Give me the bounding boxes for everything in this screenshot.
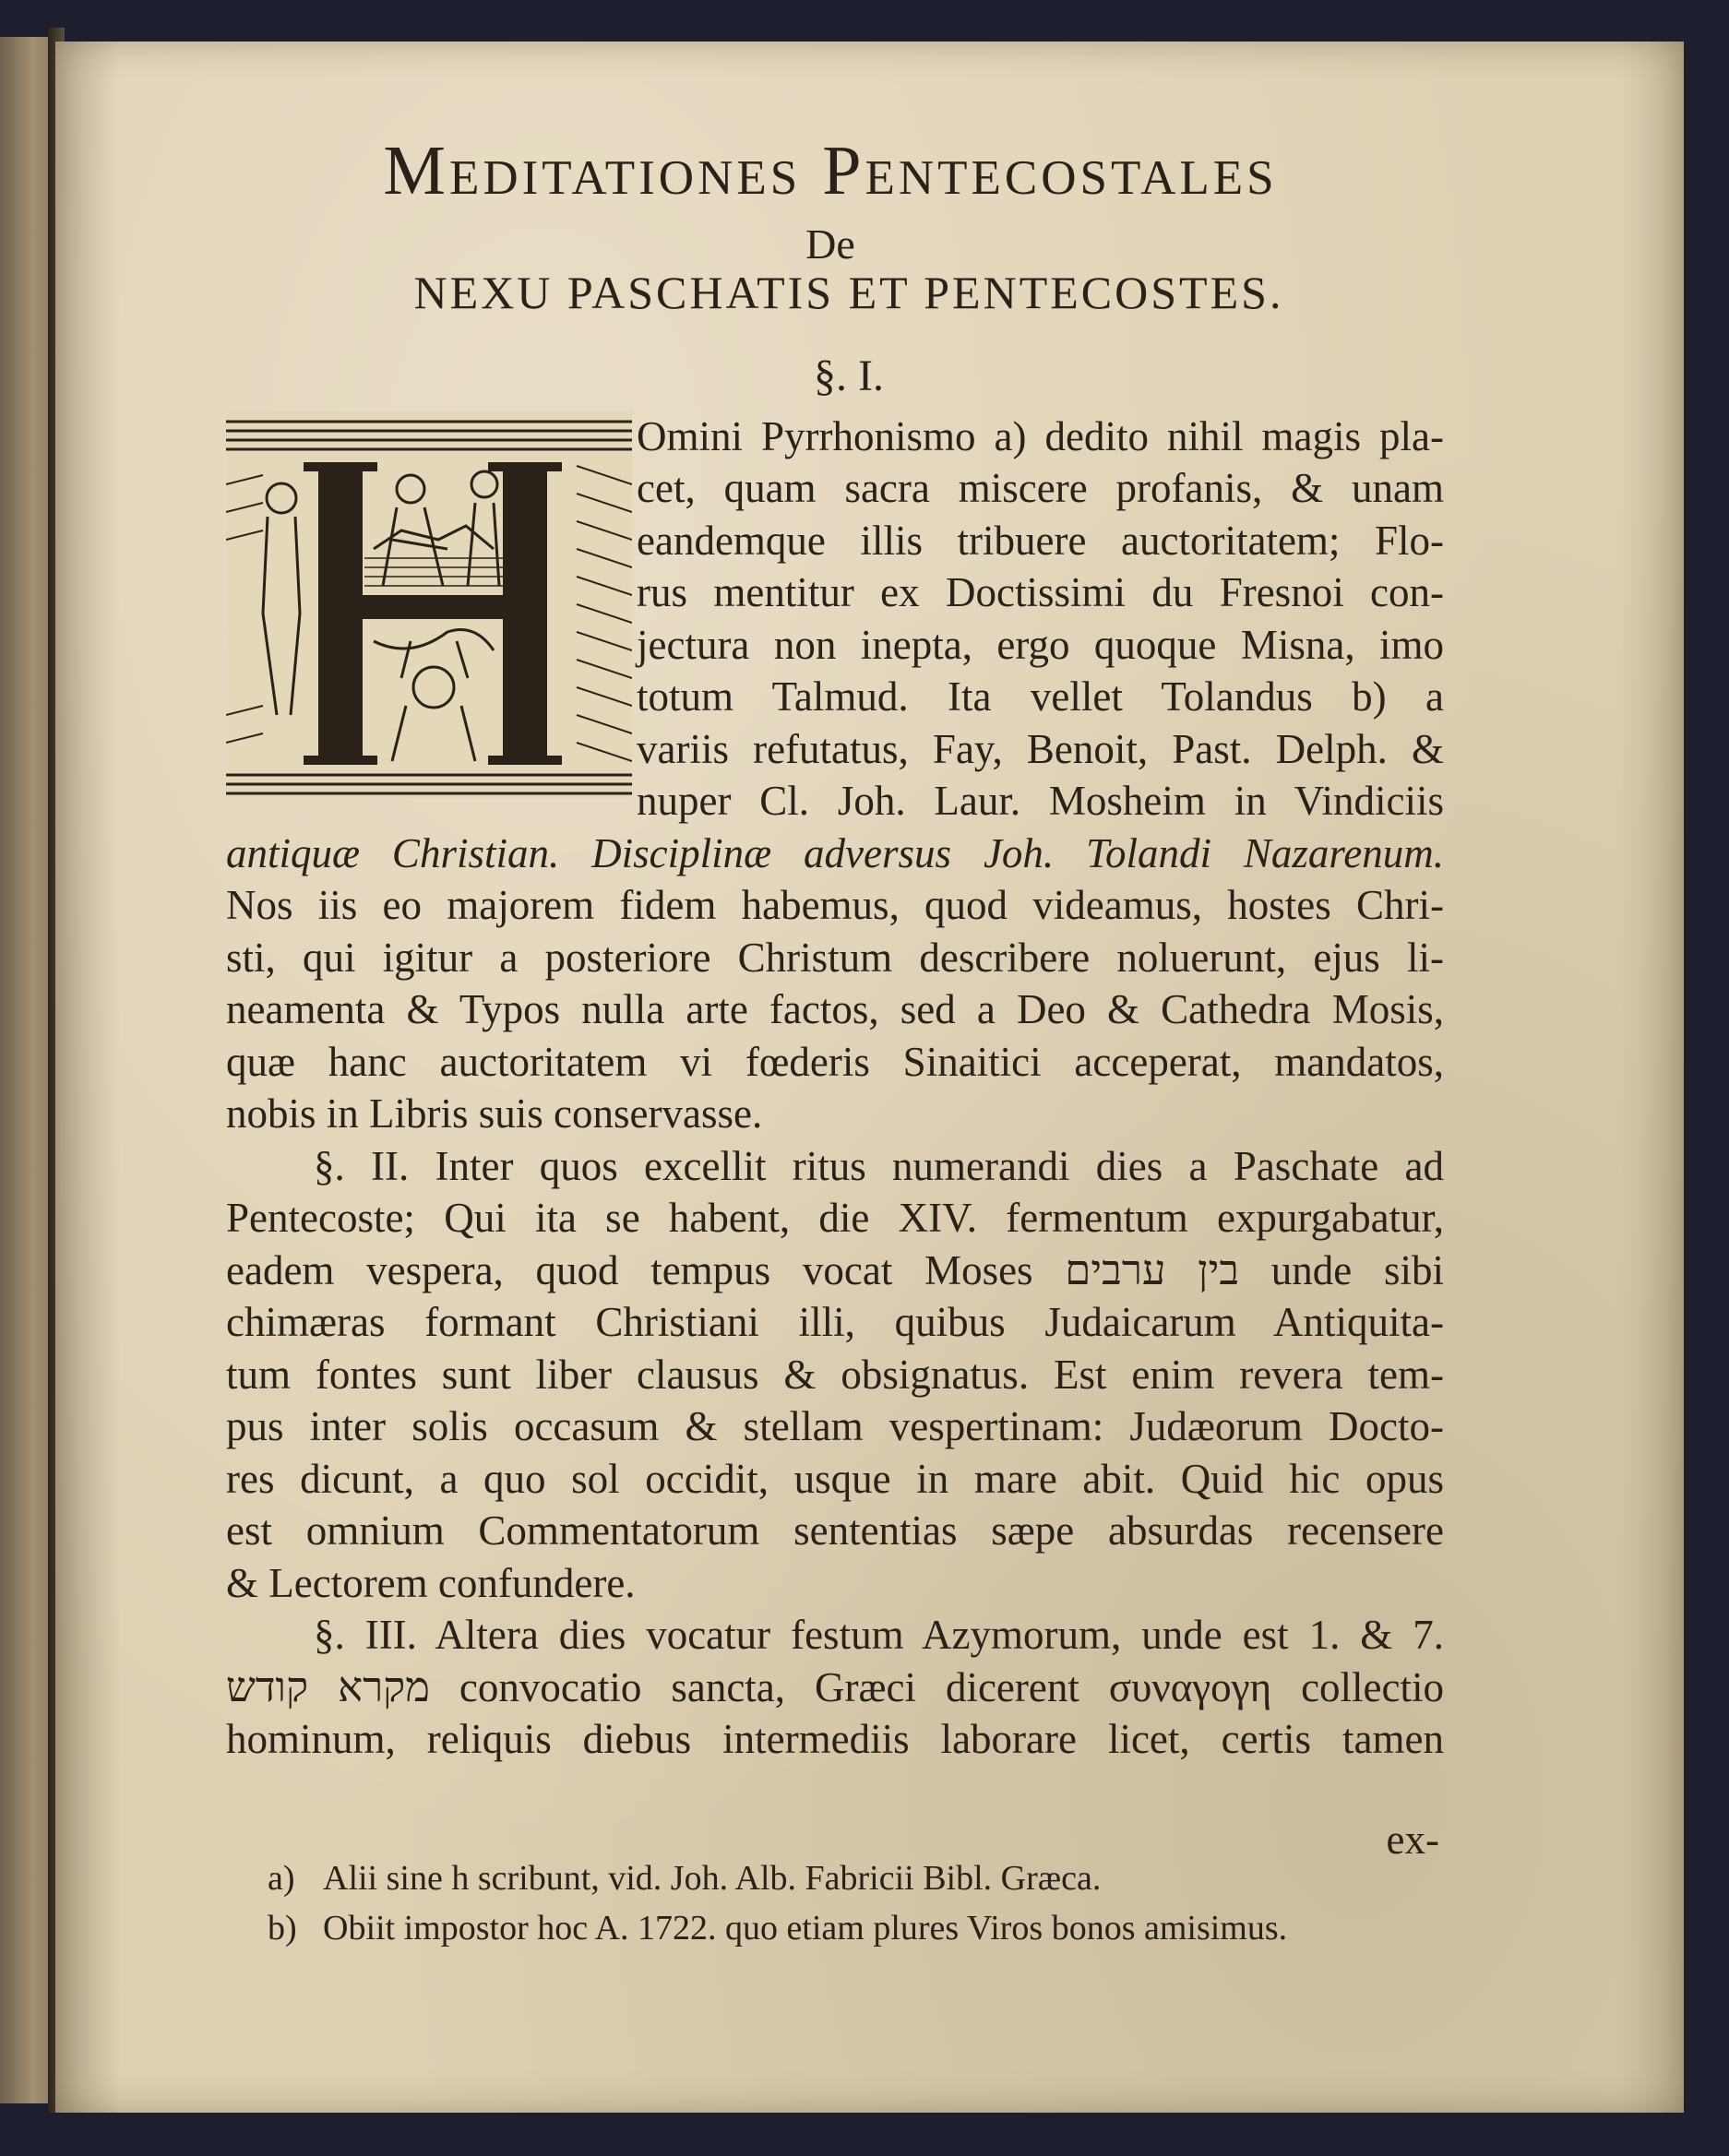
footnote-mark: a) bbox=[268, 1859, 295, 1898]
footnote bbox=[268, 1854, 1449, 1902]
body-line: rus mentitur ex Doctissimi du Fresnoi con- bbox=[637, 569, 1444, 615]
body-line: eadem vespera, quod tempus vocat Moses בין ערבים unde sibi bbox=[226, 1247, 1444, 1293]
body-line: sti, qui igitur a posteriore Christum describere noluerunt, ejus li- bbox=[226, 935, 1444, 981]
title-connector: De bbox=[805, 220, 855, 268]
body-line: cet, quam sacra miscere profanis, & unam bbox=[637, 465, 1444, 511]
body-line: variis refutatus, Fay, Benoit, Past. Delph. & bbox=[637, 726, 1444, 772]
footnote-text: Obiit impostor hoc A. 1722. quo etiam plures Viros bonos amisimus. bbox=[323, 1909, 1288, 1948]
body-line: pus inter solis occasum & stellam vespertinam: Judæorum Docto- bbox=[226, 1403, 1444, 1449]
body-line: Omini Pyrrhonismo a) dedito nihil magis pla- bbox=[637, 413, 1444, 459]
body-line: מקרא קודש convocatio sancta, Græci dicerent συναγογη collectio bbox=[226, 1664, 1445, 1710]
footnote-mark: b) bbox=[268, 1909, 297, 1948]
page-title: Meditationes Pentecostales bbox=[383, 132, 1278, 209]
catchword: ex- bbox=[1386, 1817, 1439, 1863]
body-line: tum fontes sunt liber clausus & obsignatus. Est enim revera tem- bbox=[226, 1352, 1444, 1398]
body-line: totum Talmud. Ita vellet Tolandus b) a bbox=[637, 673, 1444, 720]
body-line: neamenta & Typos nulla arte factos, sed a Deo & Cathedra Mosis, bbox=[226, 986, 1444, 1032]
body-line: hominum, reliquis diebus intermediis laborare licet, certis tamen bbox=[226, 1716, 1444, 1762]
section-mark: §. I. bbox=[814, 351, 884, 400]
page-subtitle: NEXU PASCHATIS ET PENTECOSTES. bbox=[413, 267, 1284, 318]
body-line: & Lectorem confundere. bbox=[226, 1560, 636, 1606]
body-line: §. III. Altera dies vocatur festum Azymorum, unde est 1. & 7. bbox=[314, 1612, 1444, 1658]
body-line: chimæras formant Christiani illi, quibus Judaicarum Antiquita- bbox=[226, 1299, 1444, 1345]
body-line: nobis in Libris suis conservasse. bbox=[226, 1090, 763, 1137]
body-line: §. II. Inter quos excellit ritus numerandi dies a Paschate ad bbox=[314, 1143, 1444, 1189]
left-page-edge bbox=[0, 37, 55, 2103]
body-line: eandemque illis tribuere auctoritatem; Flo- bbox=[637, 518, 1444, 564]
footnote bbox=[268, 1904, 1449, 1952]
woodcut-initial-H bbox=[226, 411, 632, 798]
body-line: nuper Cl. Joh. Laur. Mosheim in Vindiciis bbox=[637, 778, 1444, 824]
body-line: Pentecoste; Qui ita se habent, die XIV. fermentum expurgabatur, bbox=[226, 1195, 1444, 1241]
body-line: jectura non inepta, ergo quoque Misna, imo bbox=[637, 622, 1444, 668]
body-line: Nos iis eo majorem fidem habemus, quod videamus, hostes Chri- bbox=[226, 882, 1444, 928]
body-line: est omnium Commentatorum sententias sæpe absurdas recensere bbox=[226, 1507, 1444, 1554]
footnote-text: Alii sine h scribunt, vid. Joh. Alb. Fabricii Bibl. Græca. bbox=[323, 1859, 1102, 1898]
body-line: res dicunt, a quo sol occidit, usque in mare abit. Quid hic opus bbox=[226, 1456, 1444, 1502]
body-line: antiquæ Christian. Disciplinæ adversus Joh. Tolandi Nazarenum. bbox=[226, 830, 1444, 876]
body-line: quæ hanc auctoritatem vi fœderis Sinaitici acceperat, mandatos, bbox=[226, 1039, 1444, 1085]
